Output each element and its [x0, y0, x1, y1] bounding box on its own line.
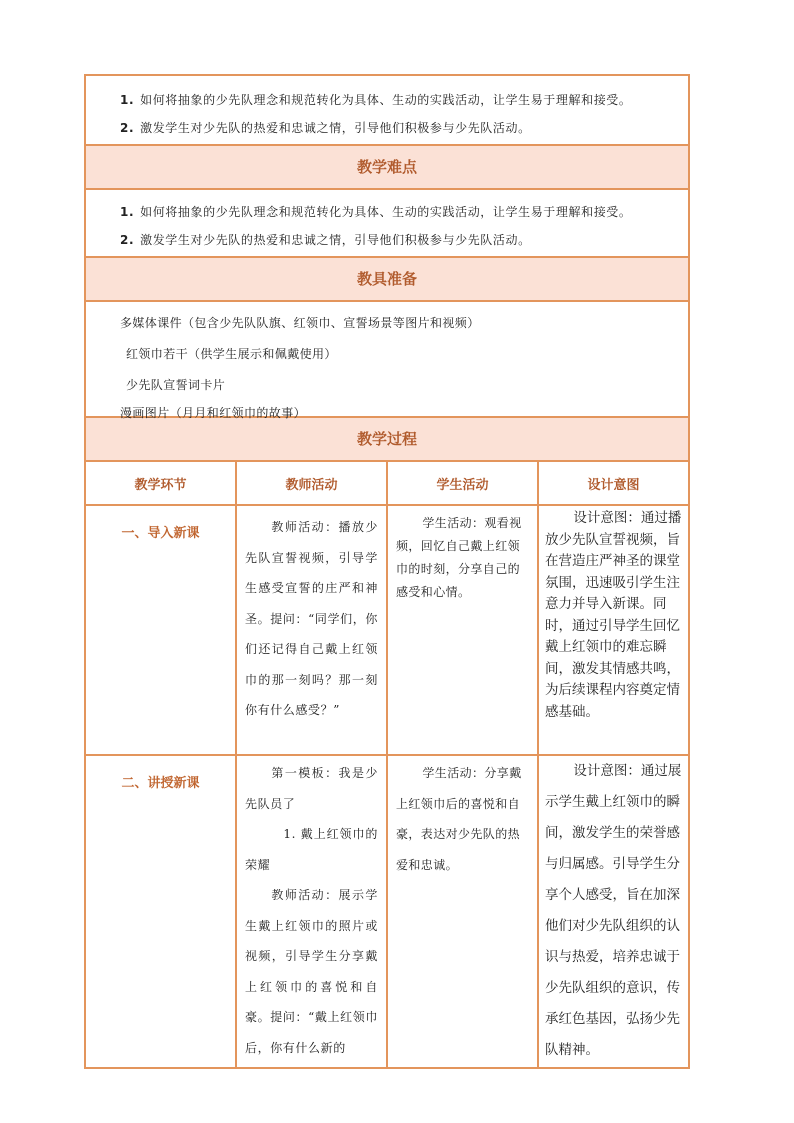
difficulty-item: 1. 如何将抽象的少先队理念和规范转化为具体、生动的实践活动，让学生易于理解和接受。 [120, 205, 632, 219]
student-cell [387, 505, 538, 755]
difficulty-heading: 教学难点 [85, 145, 689, 189]
material-item: 红领巾若干（供学生展示和佩戴使用） [126, 347, 337, 361]
table-row [85, 755, 689, 1068]
focus-item: 2. 激发学生对少先队的热爱和忠诚之情，引导他们积极参与少先队活动。 [120, 121, 531, 135]
difficulty-item: 2. 激发学生对少先队的热爱和忠诚之情，引导他们积极参与少先队活动。 [120, 233, 531, 247]
column-header-teacher: 教师活动 [236, 461, 387, 505]
focus-item: 1. 如何将抽象的少先队理念和规范转化为具体、生动的实践活动，让学生易于理解和接受。 [120, 93, 632, 107]
student-cell [387, 755, 538, 1068]
focus-section [85, 75, 689, 145]
teacher-text: 教师活动：展示学生戴上红领巾的照片或视频，引导学生分享戴上红领巾的喜悦和自豪。提问：“戴上红领巾后，你有什么新的 [245, 888, 378, 1055]
student-text: 学生活动：分享戴上红领巾后的喜悦和自豪，表达对少先队的热爱和忠诚。 [396, 766, 522, 872]
stage-cell: 一、导入新课 [85, 505, 236, 755]
teacher-text: 教师活动：播放少先队宣誓视频，引导学生感受宣誓的庄严和神圣。提问：“同学们，你们还记得自己戴上红领巾的那一刻吗？那一刻你有什么感受？” [245, 520, 378, 717]
intent-text: 设计意图：通过播放少先队宣誓视频，旨在营造庄严神圣的课堂氛围，迅速吸引学生注意力并导入新课。同时，通过引导学生回忆戴上红领巾的难忘瞬间，激发其情感共鸣，为后续课程内容奠定情感基础。 [545, 510, 682, 720]
teacher-text: 1. 戴上红领巾的荣耀 [245, 827, 378, 872]
lesson-plan-table [84, 74, 690, 1069]
teacher-cell [236, 505, 387, 755]
lesson-plan-page [84, 74, 688, 1069]
column-header-stage: 教学环节 [85, 461, 236, 505]
column-header-student: 学生活动 [387, 461, 538, 505]
difficulty-section [85, 189, 689, 257]
material-item: 少先队宣誓词卡片 [126, 378, 226, 392]
table-row [85, 505, 689, 755]
teacher-text: 第一模板：我是少先队员了 [245, 766, 378, 811]
materials-heading: 教具准备 [85, 257, 689, 301]
student-text: 学生活动：观看视频，回忆自己戴上红领巾的时刻，分享自己的感受和心情。 [396, 516, 522, 599]
intent-cell [538, 505, 689, 755]
stage-cell: 二、讲授新课 [85, 755, 236, 1068]
process-heading: 教学过程 [85, 417, 689, 461]
intent-text: 设计意图：通过展示学生戴上红领巾的瞬间，激发学生的荣誉感与归属感。引导学生分享个人感受，旨在加深他们对少先队组织的认识与热爱，培养忠诚于少先队组织的意识，传承红色基因，弘扬少先队精神。 [545, 763, 682, 1058]
material-item: 漫画图片（月月和红领巾的故事） [120, 406, 307, 420]
intent-cell [538, 755, 689, 1068]
material-item: 多媒体课件（包含少先队队旗、红领巾、宣誓场景等图片和视频） [120, 316, 480, 330]
teacher-cell [236, 755, 387, 1068]
materials-section [85, 301, 689, 420]
column-header-intent: 设计意图 [538, 461, 689, 505]
